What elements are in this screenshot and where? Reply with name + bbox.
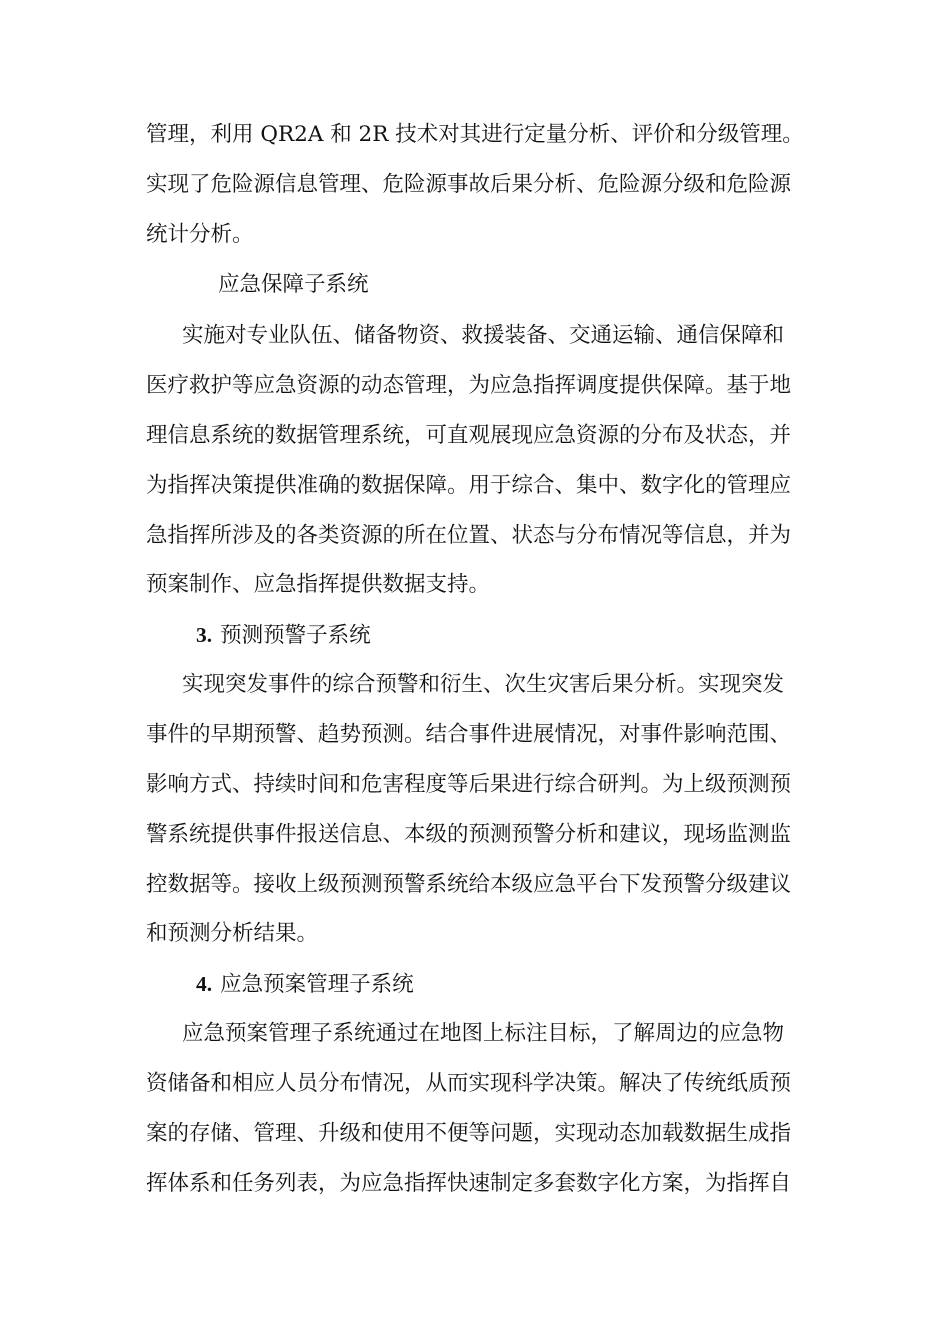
paragraph-line: 事件的早期预警、趋势预测。结合事件进展情况，对事件影响范围、 bbox=[146, 722, 792, 747]
paragraph-line: 挥体系和任务列表，为应急指挥快速制定多套数字化方案，为指挥自 bbox=[146, 1171, 792, 1196]
paragraph-line: 为指挥决策提供准确的数据保障。用于综合、集中、数字化的管理应 bbox=[146, 473, 792, 498]
paragraph-line: 案的存储、管理、升级和使用不便等问题，实现动态加载数据生成指 bbox=[146, 1121, 792, 1146]
paragraph-line: 统计分析。 bbox=[146, 222, 254, 247]
paragraph-line: 急指挥所涉及的各类资源的所在位置、状态与分布情况等信息，并为 bbox=[146, 523, 792, 548]
paragraph-line: 管理，利用 QR2A 和 2R 技术对其进行定量分析、评价和分级管理。 bbox=[146, 122, 804, 147]
paragraph-line: 实现了危险源信息管理、危险源事故后果分析、危险源分级和危险源 bbox=[146, 172, 792, 197]
section-number: 4. bbox=[196, 972, 213, 996]
paragraph-line: 实现突发事件的综合预警和衍生、次生灾害后果分析。实现突发 bbox=[182, 672, 785, 697]
paragraph-line: 实施对专业队伍、储备物资、救援装备、交通运输、通信保障和 bbox=[182, 323, 785, 348]
paragraph-line: 医疗救护等应急资源的动态管理，为应急指挥调度提供保障。基于地 bbox=[146, 373, 792, 398]
paragraph-line: 应急预案管理子系统通过在地图上标注目标，了解周边的应急物 bbox=[182, 1021, 785, 1046]
paragraph-line: 和预测分析结果。 bbox=[146, 921, 319, 946]
section-heading bbox=[196, 620, 371, 651]
paragraph-line: 预案制作、应急指挥提供数据支持。 bbox=[146, 572, 491, 597]
paragraph-line: 控数据等。接收上级预测预警系统给本级应急平台下发预警分级建议 bbox=[146, 872, 792, 897]
paragraph-line: 理信息系统的数据管理系统，可直观展现应急资源的分布及状态，并 bbox=[146, 423, 792, 448]
section-title: 应急预案管理子系统 bbox=[220, 972, 414, 997]
paragraph-line: 资储备和相应人员分布情况，从而实现科学决策。解决了传统纸质预 bbox=[146, 1071, 792, 1096]
section-heading bbox=[196, 969, 414, 1000]
paragraph-line: 警系统提供事件报送信息、本级的预测预警分析和建议，现场监测监 bbox=[146, 822, 792, 847]
section-heading: 应急保障子系统 bbox=[218, 272, 369, 297]
section-title: 预测预警子系统 bbox=[220, 623, 371, 648]
paragraph-line: 影响方式、持续时间和危害程度等后果进行综合研判。为上级预测预 bbox=[146, 772, 792, 797]
section-number: 3. bbox=[196, 623, 213, 647]
